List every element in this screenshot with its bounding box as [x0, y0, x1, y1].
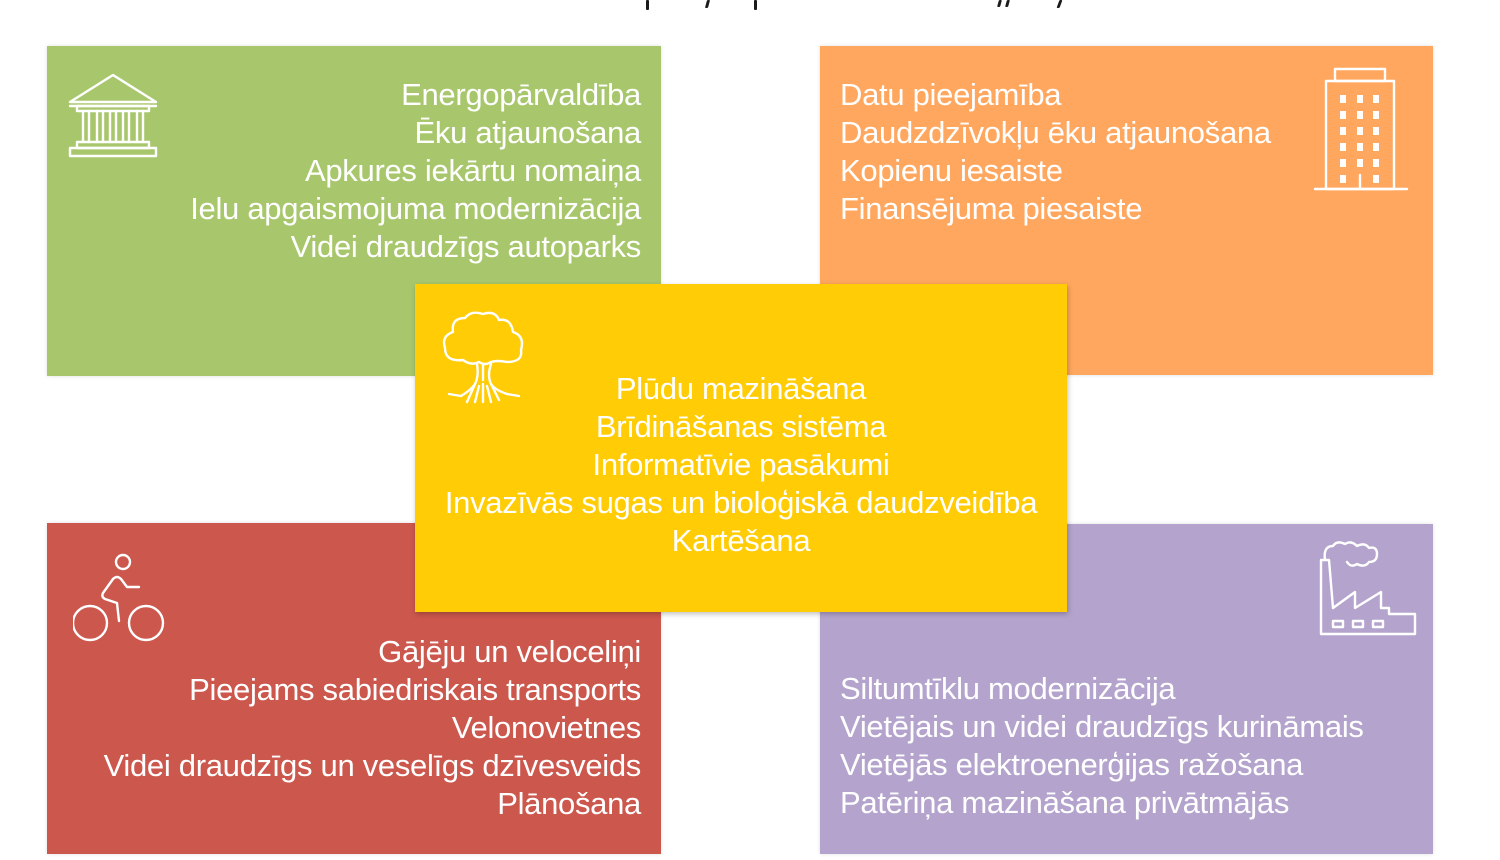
energy-management-list [190, 76, 641, 266]
list-item: Kartēšana [671, 523, 811, 558]
cyclist-icon [73, 553, 165, 643]
energy-production-list [840, 670, 1364, 822]
list-item: Videi draudzīgs un veselīgs dzīvesveids [103, 748, 641, 783]
factory-icon [1311, 536, 1419, 636]
list-item: Patēriņa mazināšana privātmājās [840, 785, 1290, 820]
adaptation-box [415, 284, 1067, 612]
mobility-list [104, 633, 641, 823]
housing-list [840, 76, 1271, 228]
list-item: Plūdu mazināšana [615, 371, 867, 406]
list-item: Finansējuma piesaiste [840, 191, 1143, 226]
list-item: Pieejams sabiedriskais transports [189, 672, 641, 707]
list-item: Brīdināšanas sistēma [595, 409, 887, 444]
list-item: Velonovietnes [451, 710, 641, 745]
list-item: Vietējās elektroenerģijas ražošana [840, 747, 1304, 782]
list-item: Ēku atjaunošana [414, 115, 641, 150]
list-item: Videi draudzīgs autoparks [290, 229, 641, 264]
list-item: Daudzdzīvokļu ēku atjaunošana [840, 115, 1271, 150]
adaptation-list [415, 370, 1067, 560]
list-item: Gājēju un veloceliņi [378, 634, 641, 669]
government-building-icon [67, 72, 159, 160]
list-item: Datu pieejamība [840, 77, 1062, 112]
list-item: Siltumtīklu modernizācija [840, 671, 1176, 706]
list-item: Ielu apgaismojuma modernizācija [190, 191, 641, 226]
list-item: Kopienu iesaiste [840, 153, 1063, 188]
list-item: Invazīvās sugas un bioloģiskā daudzveidība [444, 485, 1038, 520]
list-item: Plānošana [497, 786, 641, 821]
clipped-top-caption [640, 0, 1320, 12]
list-item: Informatīvie pasākumi [592, 447, 890, 482]
apartment-building-icon [1313, 66, 1409, 192]
list-item: Energopārvaldība [401, 77, 641, 112]
list-item: Vietējais un videi draudzīgs kurināmais [840, 709, 1364, 744]
list-item: Apkures iekārtu nomaiņa [304, 153, 641, 188]
